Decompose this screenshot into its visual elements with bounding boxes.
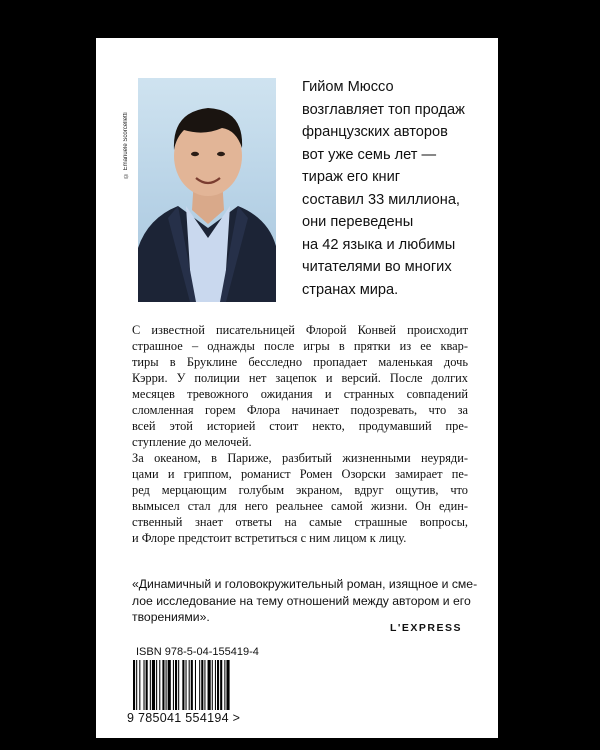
synopsis-line: и Флоре предстоит встретиться с ним лицом к лицу.	[132, 531, 407, 545]
bio-line: на 42 языка и любимы	[302, 236, 456, 253]
synopsis-line: ред мерцающим голубым экраном, вдруг ощутив, что	[132, 483, 468, 497]
synopsis-line: Кэрри. У полиции нет зацепок и версий. После долгих	[132, 371, 468, 385]
synopsis-line: месяцев тревожного ожидания и странных совпадений	[132, 387, 468, 401]
quote-source: L'EXPRESS	[389, 622, 462, 634]
barcode-digits: 9 785041 554194 >	[127, 711, 241, 725]
synopsis-line: вымысел стал для него реальнее самой жизни. Он един-	[132, 499, 468, 513]
bio-line: они переведены	[302, 214, 414, 230]
quote-line: «Динамичный и головокружительный роман, изящное и сме-	[132, 577, 478, 591]
synopsis-line: ступление до мелочей.	[132, 435, 252, 449]
synopsis-line: С известной писательницей Флорой Конвей происходит	[132, 323, 468, 337]
quote-line: лое исследование на тему отношений между автором и его	[132, 593, 471, 608]
synopsis-line: всей этой историей стоит некто, продумавший пре-	[132, 419, 468, 433]
author-portrait-illustration	[138, 78, 276, 302]
bio-line: читателями во многих	[302, 259, 452, 275]
bio-line: возглавляет топ продаж	[302, 101, 465, 118]
synopsis-line: сломленная горем Флора начинает подозревать, что за	[132, 403, 468, 417]
quote-line: творениями».	[132, 610, 210, 624]
press-quote	[132, 576, 478, 626]
synopsis-line: За океаном, в Париже, разбитый жизненными неуряди-	[132, 451, 468, 465]
photo-credit: © Emanuele Scorcelletti	[123, 112, 129, 178]
synopsis-line: тиры в Бруклине бесследно пропадает маленькая дочь	[132, 355, 468, 369]
book-back-cover	[96, 38, 498, 738]
synopsis-line: ственный знает ответы на самые страшные вопросы,	[132, 515, 468, 529]
author-photo	[138, 78, 276, 302]
bio-line: вот уже семь лет —	[302, 146, 437, 163]
synopsis-line: цами и гриппом, романист Ромен Озорски замирает пе-	[132, 467, 468, 481]
author-bio	[302, 76, 492, 301]
bio-line: составил 33 миллиона,	[302, 191, 460, 208]
bio-line: странах мира.	[302, 281, 399, 298]
synopsis-line: страшное – однажды после игры в прятки из ее квар-	[132, 339, 468, 353]
bio-line: Гийом Мюссо	[302, 79, 394, 95]
barcode-icon	[132, 660, 272, 710]
bio-line: тираж его книг	[302, 169, 401, 185]
book-synopsis	[132, 322, 468, 546]
bio-line: французских авторов	[302, 124, 448, 140]
isbn-text: ISBN 978-5-04-155419-4	[136, 646, 259, 658]
